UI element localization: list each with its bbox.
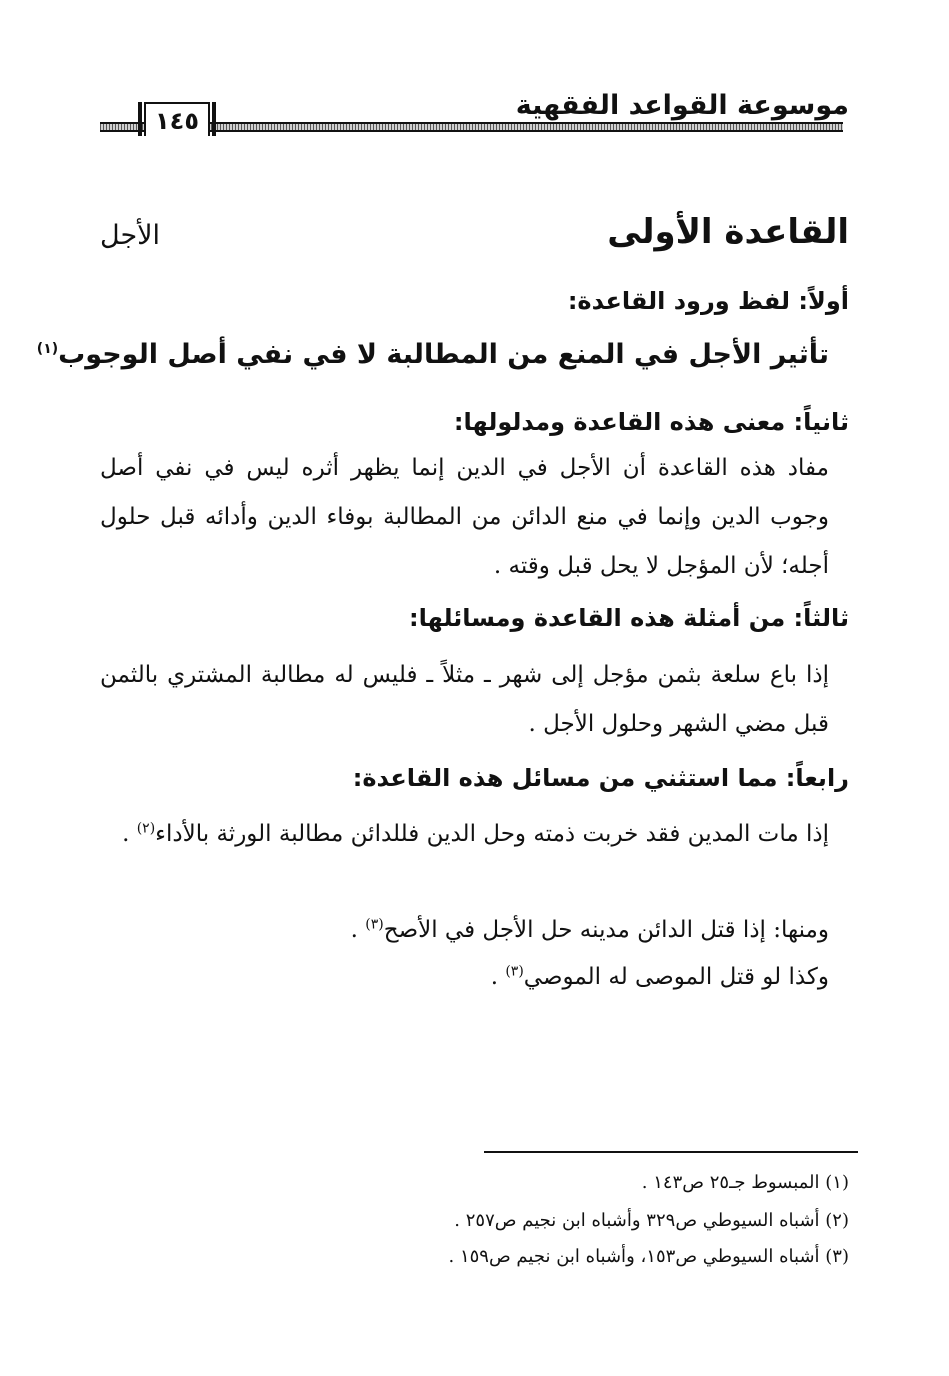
page-number-frame-left — [138, 102, 142, 136]
rule-statement — [37, 335, 829, 375]
running-header-title: موسوعة القواعد الفقهية — [515, 90, 849, 121]
footnote-ref-1: (١) — [36, 341, 59, 357]
footnote-2: (٢) أشباه السيوطي ص٣٢٩ وأشباه ابن نجيم ص٢٥٧ . — [454, 1210, 849, 1231]
exception-example-2 — [351, 910, 829, 950]
footnote-1: (١) المبسوط جـ٢٥ ص١٤٣ . — [641, 1172, 849, 1193]
exception-text: إذا مات المدين فقد خربت ذمته وحل الدين فللدائن مطالبة الورثة بالأداء — [155, 821, 829, 847]
section-heading-first: أولاً: لفظ ورود القاعدة: — [567, 287, 849, 315]
exception-end: . — [122, 821, 137, 847]
section-heading-third: ثالثاً: من أمثلة هذه القاعدة ومسائلها: — [408, 604, 849, 632]
section-heading-second: ثانياً: معنى هذه القاعدة ومدلولها: — [453, 408, 849, 436]
exception-example-3-end: . — [490, 964, 506, 990]
exception-example-2-end: . — [350, 917, 366, 943]
footnote-ref-2: (٢) — [136, 820, 156, 837]
exception-example-2-text: ومنها: إذا قتل الدائن مدينه حل الأجل في الأصح — [383, 917, 829, 943]
footnote-3: (٣) أشباه السيوطي ص١٥٣، وأشباه ابن نجيم ص١٥٩ . — [448, 1246, 849, 1267]
footnote-ref-3b: (٣) — [505, 963, 524, 980]
rule-name: الأجل — [100, 220, 161, 251]
page-number-frame-right — [212, 102, 216, 136]
example-paragraph: إذا باع سلعة بثمن مؤجل إلى شهر ـ مثلاً ـ فليس له مطالبة المشتري بالثمن قبل مضي الشهر وحلول الأجل . — [100, 662, 829, 737]
footnote-separator — [484, 1151, 858, 1153]
page-number: ١٤٥ — [144, 102, 210, 136]
meaning-paragraph: مفاد هذه القاعدة أن الأجل في الدين إنما يظهر أثره ليس في نفي أصل وجوب الدين وإنما في منع الدائن من المطالبة بوفاء الدين وأدائه قبل حلول أجله؛ لأن المؤجل لا يحل قبل وقته . — [100, 455, 829, 579]
rule-statement-text: تأثير الأجل في المنع من المطالبة لا في نفي أصل الوجوب — [58, 339, 829, 370]
exception-example-3-text: وكذا لو قتل الموصى له الموصي — [523, 964, 829, 990]
exception-paragraph — [100, 810, 829, 859]
section-heading-fourth: رابعاً: مما استثني من مسائل هذه القاعدة: — [352, 764, 849, 792]
footnote-ref-3a: (٣) — [365, 916, 384, 933]
exception-example-3 — [491, 957, 829, 997]
rule-title: القاعدة الأولى — [607, 212, 849, 252]
